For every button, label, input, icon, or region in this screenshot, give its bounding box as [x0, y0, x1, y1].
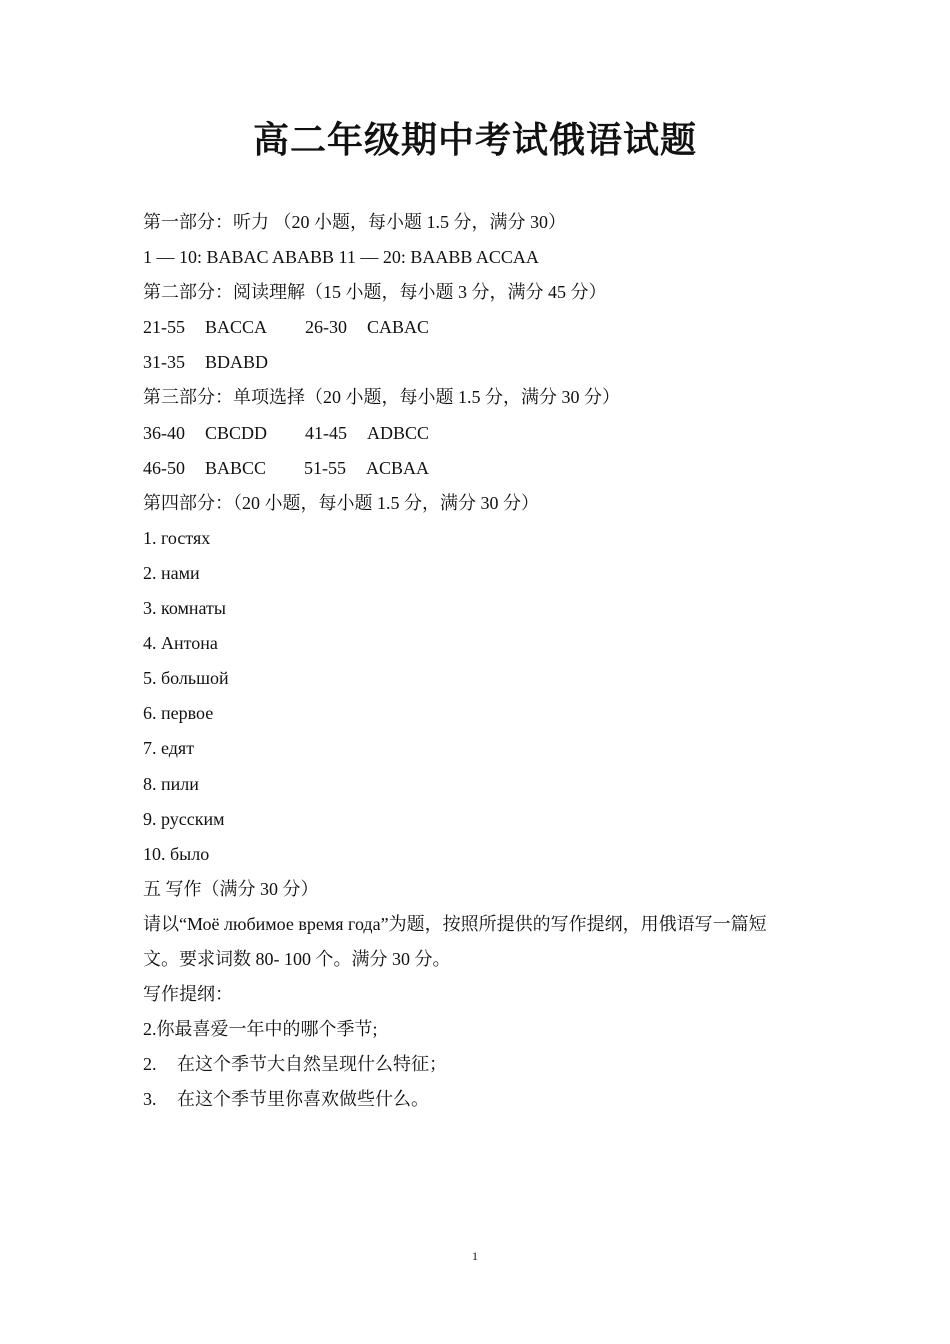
- part4-item-3: 3. комнаты: [143, 598, 226, 619]
- range-label: 31-35: [143, 352, 185, 373]
- part3-row-1: [143, 416, 823, 451]
- writing-prompt-line-2: 文。要求词数 80- 100 个。满分 30 分。: [143, 948, 451, 969]
- part4-item-6: 6. первое: [143, 703, 214, 724]
- outline-number: 2.: [143, 1054, 157, 1075]
- range-label: 26-30: [305, 317, 348, 338]
- range-label: 51-55: [304, 457, 347, 478]
- part4-item-2: 2. нами: [143, 562, 200, 583]
- outline-item-2: [143, 1047, 823, 1082]
- answer-group: CABAC: [367, 317, 430, 338]
- answer-group: CBCDD: [205, 422, 268, 443]
- outline-item-3: [143, 1082, 823, 1117]
- answer-group: BDABD: [205, 352, 269, 373]
- part4-item-1: 1. гостях: [143, 527, 211, 548]
- range-label: 21-55: [143, 317, 185, 338]
- page-title: 高二年级期中考试俄语试题: [252, 120, 697, 160]
- answer-group: BACCA: [205, 317, 268, 338]
- writing-outline-label: 写作提纲：: [143, 984, 233, 1005]
- part1-answers: 1 — 10: BABAC ABABB 11 — 20: BAABB ACCAA: [143, 247, 539, 268]
- part2-heading: 第二部分：阅读理解（15 小题，每小题 3 分，满分 45 分）: [143, 282, 607, 303]
- part4-item-9: 9. русским: [143, 808, 225, 829]
- part1-heading: 第一部分：听力 （20 小题，每小题 1.5 分，满分 30）: [143, 212, 566, 232]
- answer-group: BABCC: [205, 457, 267, 478]
- page-number: 1: [472, 1249, 478, 1263]
- range-label: 41-45: [305, 422, 348, 443]
- part4-item-10: 10. было: [143, 843, 210, 864]
- answer-group: ADBCC: [367, 422, 430, 443]
- part2-row-1: [143, 310, 823, 345]
- outline-text: 在这个季节大自然呈现什么特征；: [177, 1054, 447, 1075]
- answer-key-body: [143, 205, 823, 1117]
- range-label: 36-40: [143, 422, 185, 443]
- outline-text: 在这个季节里你喜欢做些什么。: [177, 1089, 429, 1110]
- part4-item-7: 7. едят: [143, 738, 195, 759]
- outline-number: 3.: [143, 1089, 157, 1110]
- writing-prompt-line-1: 请以“Моё любимое время года”为题，按照所提供的写作提纲，用俄语写一篇短: [143, 913, 767, 934]
- range-label: 46-50: [143, 457, 185, 478]
- part4-heading: 第四部分：（20 小题，每小题 1.5 分，满分 30 分）: [143, 492, 539, 513]
- outline-item-1: [143, 1012, 823, 1047]
- part4-item-4: 4. Антона: [143, 633, 218, 654]
- part5-heading: 五 写作（满分 30 分）: [143, 878, 319, 899]
- outline-text: 2.你最喜爱一年中的哪个季节;: [143, 1019, 378, 1040]
- part4-item-8: 8. пили: [143, 773, 199, 794]
- answer-group: ACBAA: [366, 457, 430, 478]
- part3-row-2: [143, 451, 823, 486]
- part2-row-2: [143, 345, 823, 380]
- part3-heading: 第三部分：单项选择（20 小题，每小题 1.5 分，满分 30 分）: [143, 387, 620, 408]
- part4-item-5: 5. большой: [143, 668, 229, 689]
